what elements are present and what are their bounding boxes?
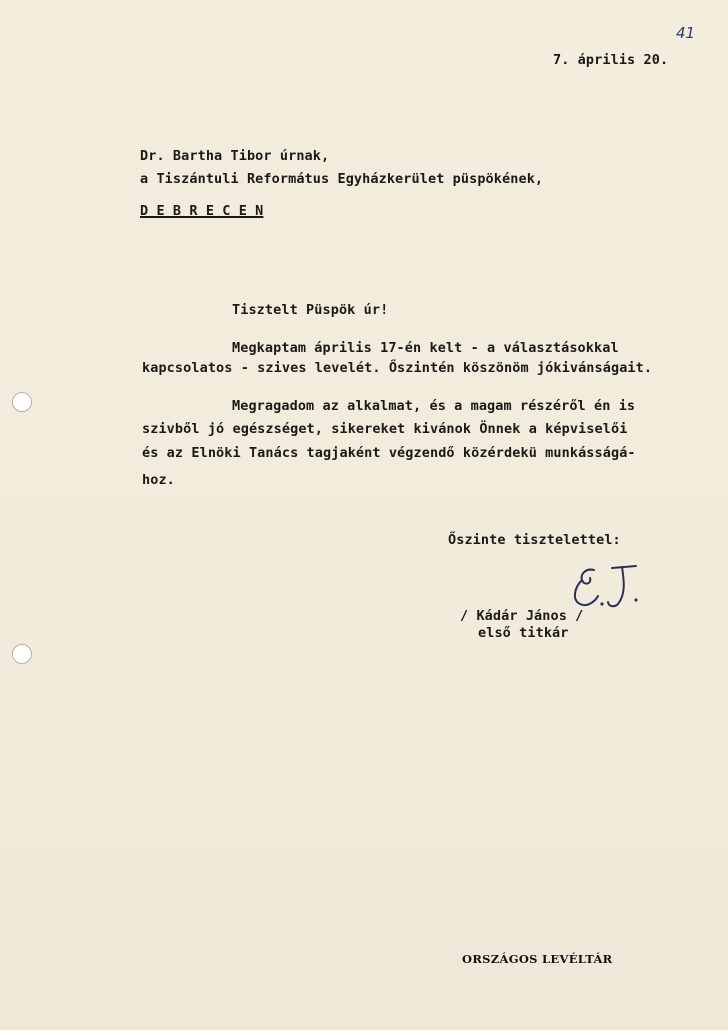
body-line: és az Elnöki Tanács tagjaként végzendő közérdekü munkásságá- — [142, 445, 636, 461]
salutation: Tisztelt Püspök úr! — [232, 302, 389, 318]
signatory-title: első titkár — [478, 625, 569, 641]
body-line: szivből jó egészséget, sikereket kivánok Önnek a képviselői — [142, 421, 628, 437]
recipient-city: D E B R E C E N — [140, 203, 264, 219]
body-line: hoz. — [142, 472, 175, 488]
body-line: kapcsolatos - szives levelét. Őszintén köszönöm jókivánságait. — [142, 360, 653, 376]
body-line: Megkaptam április 17-én kelt - a választásokkal — [232, 340, 619, 356]
body-line: Megragadom az alkalmat, és a magam részéről én is — [232, 398, 636, 414]
archive-number: 41 — [676, 24, 696, 42]
closing: Őszinte tisztelettel: — [448, 532, 621, 548]
recipient-name: Dr. Bartha Tibor úrnak, — [140, 148, 330, 164]
archive-stamp: ORSZÁGOS LEVÉLTÁR — [462, 952, 613, 966]
punch-hole-top — [12, 392, 32, 412]
letter-date: 7. április 20. — [553, 52, 669, 68]
punch-hole-bottom — [12, 644, 32, 664]
recipient-title: a Tiszántuli Református Egyházkerület püspökének, — [140, 171, 544, 187]
signatory-name: / Kádár János / — [460, 608, 584, 624]
